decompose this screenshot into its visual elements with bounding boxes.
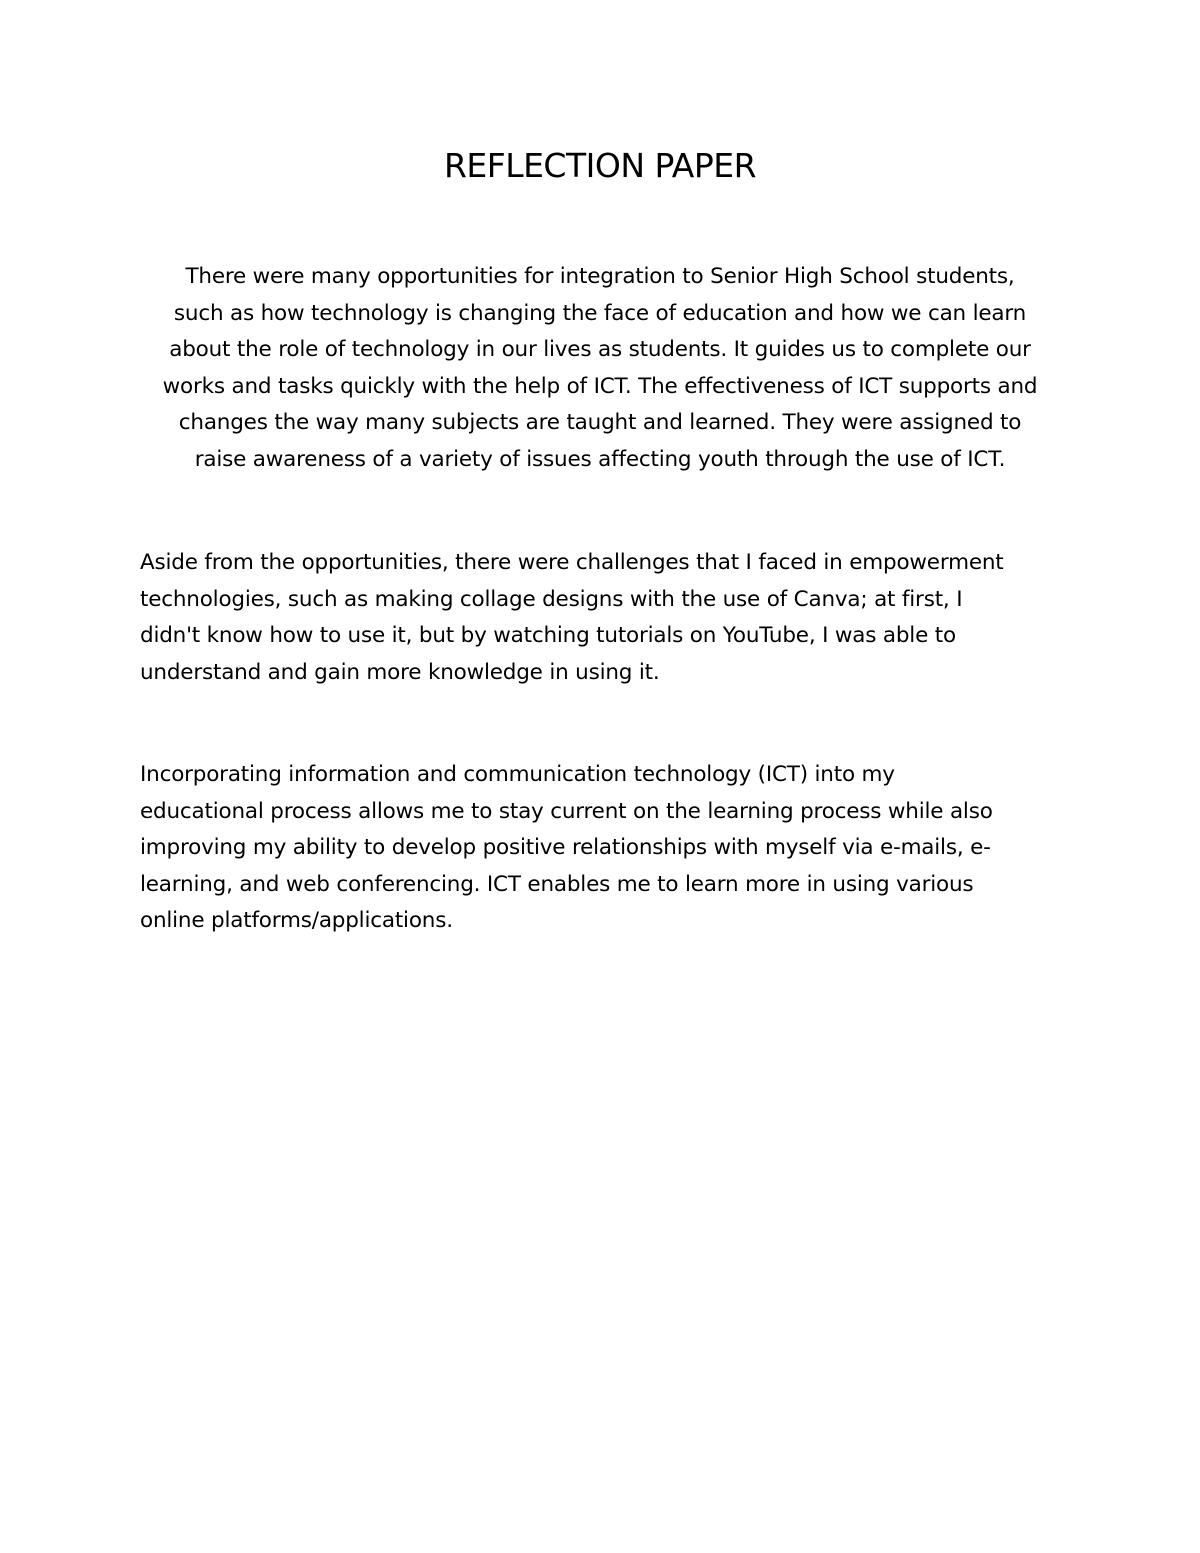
paragraph-line: improving my ability to develop positive relationships with myself via e-mails, e-	[140, 835, 991, 861]
paragraph-challenges	[140, 545, 1070, 691]
paragraph-line: changes the way many subjects are taught and learned. They were assigned to	[178, 410, 1022, 436]
paragraph-line: Aside from the opportunities, there were challenges that I faced in empowerment	[140, 550, 1004, 575]
paragraph-line: educational process allows me to stay current on the learning process while also	[140, 798, 993, 824]
paragraph-line: Incorporating information and communication technology (ICT) into my	[140, 762, 895, 787]
paragraph-ict	[140, 757, 1070, 940]
paragraph-line: understand and gain more knowledge in using it.	[140, 659, 660, 685]
paragraph-line: technologies, such as making collage designs with the use of Canva; at first, I	[140, 586, 963, 612]
paragraph-line: online platforms/applications.	[140, 908, 453, 934]
paragraph-line: learning, and web conferencing. ICT enables me to learn more in using various	[140, 871, 974, 897]
paragraph-line: about the role of technology in our lives as students. It guides us to complete our	[169, 337, 1031, 363]
paragraph-opportunities	[100, 259, 1100, 479]
paragraph-line: raise awareness of a variety of issues affecting youth through the use of ICT.	[194, 446, 1006, 472]
paragraph-line: There were many opportunities for integration to Senior High School students,	[185, 264, 1015, 289]
paragraph-line: such as how technology is changing the face of education and how we can learn	[173, 300, 1027, 326]
paragraph-line: works and tasks quickly with the help of ICT. The effectiveness of ICT supports and	[162, 373, 1038, 399]
document-title: REFLECTION PAPER	[443, 146, 757, 185]
paragraph-line: didn't know how to use it, but by watching tutorials on YouTube, I was able to	[140, 623, 956, 649]
